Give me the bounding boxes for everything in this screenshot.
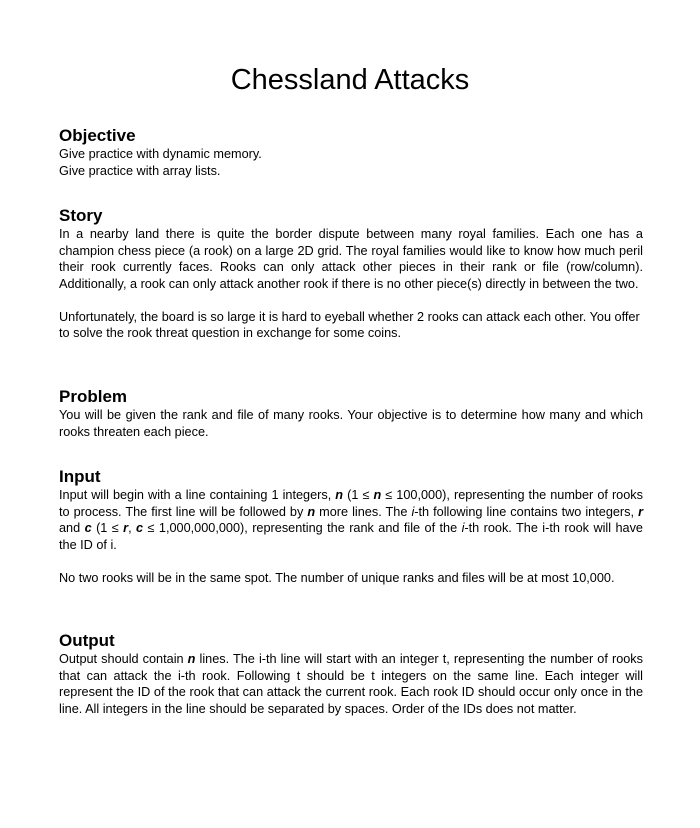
variable-n: n: [335, 488, 344, 502]
variable-r: r: [638, 504, 643, 519]
story-paragraph: In a nearby land there is quite the border dispute between many royal families. Each one has a champion chess piece (a rook) on a large 2D grid. The royal families would like to know how much peril their rook currently faces. Rooks can only attack other pieces in their rank or file (row/column). Additionally, a rook can only attack another rook if there is no other piece(s) directly in between the two.: [59, 227, 643, 291]
input-text: ≤ 1,000,000,000), representing the rank and file of the: [143, 521, 462, 535]
input-text: ,: [128, 521, 137, 535]
input-text: Input will begin with a line containing 1 integers,: [59, 488, 336, 502]
objective-line: Give practice with array lists.: [59, 163, 221, 178]
variable-c: c: [136, 521, 144, 535]
input-text: (1 ≤: [343, 488, 374, 502]
problem-paragraph: You will be given the rank and file of many rooks. Your objective is to determine how many and which rooks threaten each piece.: [59, 408, 643, 439]
variable-n: n: [187, 652, 196, 666]
story-heading: Story: [59, 206, 103, 225]
input-text: and: [59, 521, 85, 535]
input-text: ≤ 100,000), representing the number of rooks to process. The first line will be followed by: [59, 488, 643, 519]
document-title: Chessland Attacks: [230, 64, 470, 96]
output-text: lines. The i-th line will start with an integer t, representing the number of rooks that can attack the i-th rook. Following t should be t integers on the same line. Each integer will represent the ID of the rook that can attack the current rook. Each rook ID should occur only once in the line. All integers in the line should be separated by spaces. Order of the IDs does not matter.: [59, 652, 643, 716]
story-paragraph: Unfortunately, the board is so large it is hard to eyeball whether 2 rooks can attack each other. You offer to solve the rook threat question in exchange for some coins.: [59, 309, 640, 340]
problem-heading: Problem: [59, 387, 128, 406]
input-text: (1 ≤: [91, 521, 124, 535]
variable-r: r: [123, 521, 129, 535]
variable-n: n: [373, 488, 382, 502]
variable-i: i: [461, 521, 465, 535]
variable-n: n: [307, 504, 316, 519]
objective-line: Give practice with dynamic memory.: [59, 147, 262, 161]
input-text: -th rook. The i-th rook will have the ID of i.: [59, 521, 643, 552]
output-text: Output should contain: [59, 652, 188, 666]
objective-heading: Objective: [59, 126, 136, 145]
objective-section: [59, 126, 643, 179]
output-paragraph: [59, 651, 643, 717]
problem-section: [59, 387, 643, 440]
input-section: [59, 467, 643, 586]
output-heading: Output: [59, 631, 115, 650]
input-heading: Input: [59, 467, 101, 486]
story-section: [59, 206, 643, 342]
input-text: -th following line contains two integers,: [414, 504, 639, 519]
input-paragraph: [59, 487, 643, 553]
input-text: more lines. The: [315, 504, 412, 519]
objective-body: [59, 146, 643, 179]
variable-c: c: [84, 521, 92, 535]
variable-i: i: [411, 504, 415, 519]
output-section: [59, 631, 643, 717]
input-paragraph: No two rooks will be in the same spot. The number of unique ranks and files will be at most 10,000.: [59, 570, 615, 585]
